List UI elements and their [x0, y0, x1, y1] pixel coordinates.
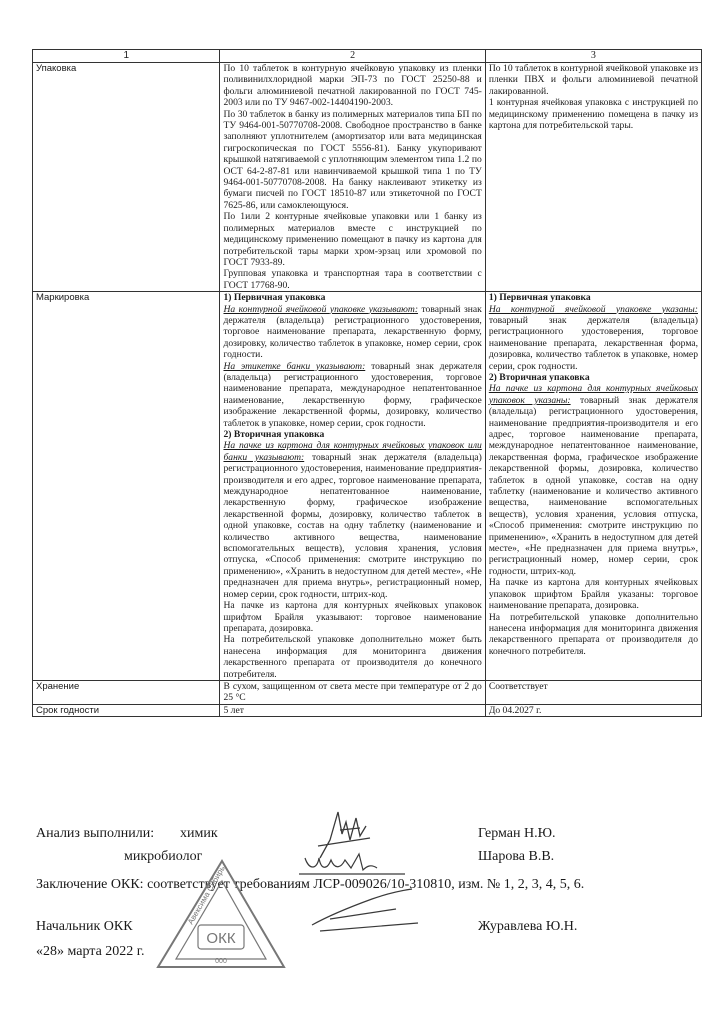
document-date: «28» марта 2022 г.: [36, 944, 145, 959]
marking-text: товарный знак держателя (владельца) регистрационного удостоверения, наименование предприятия-производителя и его адрес, торговое наименование препарата, международное непатентованное наименование, лекарственную форму, графическое изображение лекарственной формы, дозировку, количество таблеток в одной упаковке, состав на одну таблетку (наименование и количество активного вещества, наименование вспомогательных веществ), условия хранения, условия отпуска, «Способ применения: смотрите инструкцию по применению», «Хранить в недоступном для детей месте», «Не предназначен для приема внутрь», регистрационный номер, номер серии, срок годности, штрих-код.: [223, 451, 482, 600]
analysis-label: Анализ выполнили:: [36, 826, 155, 841]
marking-req-para: На потребительской упаковке дополнительно может быть нанесена информация для мониторинга движения лекарственного препарата от производителя до конечного потребителя.: [223, 634, 482, 680]
marking-label: Маркировка: [33, 292, 220, 681]
header-col-3: 3: [485, 50, 701, 63]
storage-result: Соответствует: [485, 680, 701, 704]
microbiologist-name: Шарова В.В.: [478, 849, 555, 864]
packaging-res-para: 1 контурная ячейковая упаковка с инструкцией по медицинскому применению помещена в пачку из картона для потребительской тары.: [488, 97, 698, 132]
primary-packaging-heading: 1) Первичная упаковка: [223, 292, 326, 304]
chemist-name: Герман Н.Ю.: [478, 826, 556, 841]
storage-row: [33, 680, 702, 704]
header-col-2: 2: [220, 50, 485, 63]
marking-subheading: На пачке из картона для контурных ячейковых упаковок или банки указывают:: [223, 440, 482, 463]
packaging-req-para: По 10 таблеток в контурную ячейковую упаковку из пленки поливинилхлоридной марки ЭП-73 по ГОСТ 25250-88 и фольги алюминиевой печатной лакированной по ГОСТ 745-2003 или по ТУ 9467-002-14404190-2003.: [223, 63, 482, 109]
packaging-row: [33, 63, 702, 292]
packaging-label: Упаковка: [33, 63, 220, 292]
secondary-packaging-heading: 2) Вторичная упаковка: [488, 371, 590, 383]
okk-stamp-icon: [150, 855, 290, 975]
marking-req-para: [223, 304, 481, 361]
marking-res-para: На пачке из картона для контурных ячейковых упаковок шрифтом Брайля указаны: торговое наименование препарата, дозировка.: [488, 577, 698, 612]
packaging-result: [485, 63, 701, 292]
marking-res-para: [489, 383, 698, 577]
marking-row: [33, 292, 702, 681]
marking-text: товарный знак держателя (владельца) регистрационного удостоверения, торговое наименование препарата, международное непатентованное наименование, лекарственную форму, графическое изображение лекарственной формы, дозировку, количество таблеток в упаковке, номер серии, срок годности.: [223, 360, 482, 429]
head-role: Начальник ОКК: [36, 919, 133, 934]
marking-subheading: На пачке из картона для контурных ячейковых упаковок указаны:: [488, 383, 698, 406]
marking-subheading: На этикетке банки указывают:: [223, 360, 366, 372]
storage-label: Хранение: [33, 680, 220, 704]
shelf-life-result: До 04.2027 г.: [485, 704, 701, 716]
table-header-row: [33, 50, 702, 63]
packaging-req-para: По 1или 2 контурные ячейковые упаковки или 1 банку из полимерных материалов вместе с инструкцией по медицинскому применению помещают в пачку из картона для потребительской тары марки хром-эрзац или хромовой по ГОСТ 7933-89.: [223, 211, 482, 268]
marking-text: товарный знак держателя (владельца) регистрационного удостоверения, торговое наименование препарата, лекарственную форму, дозировку, количество таблеток в упаковке, номер серии, срок годности.: [223, 303, 482, 361]
marking-res-para: На потребительской упаковке дополнительно нанесена информация для мониторинга движения лекарственного препарата от производителя до конечного потребителя.: [488, 611, 698, 657]
head-name: Журавлева Ю.Н.: [478, 919, 578, 934]
stamp-top-text: Авексима Сибирь: [185, 864, 227, 926]
storage-requirement: В сухом, защищенном от света месте при температуре от 2 до 25 °С: [220, 680, 485, 704]
marking-req-para: [223, 361, 481, 429]
specification-table: [32, 49, 702, 717]
shelf-life-row: [33, 704, 702, 716]
secondary-packaging-heading: 2) Вторичная упаковка: [223, 429, 325, 440]
packaging-res-para: По 10 таблеток в контурной ячейковой упаковке из пленки ПВХ и фольги алюминиевой печатной лакированной.: [488, 63, 698, 97]
shelf-life-label: Срок годности: [33, 704, 220, 716]
marking-text: товарный знак держателя (владельца) регистрационного удостоверения, торговое наименование препарата, лекарственная форма, дозировка, количество таблеток в упаковке, номер серии, срок годности.: [488, 314, 698, 372]
marking-res-para: [489, 304, 698, 372]
marking-result: [485, 292, 701, 681]
conclusion: Заключение ОКК: соответствует требованиям ЛСР-009026/10-310810, изм. № 1, 2, 3, 4, 5, 6.: [36, 877, 585, 892]
chemist-role: химик: [180, 826, 218, 841]
microbiologist-role: микробиолог: [124, 849, 203, 864]
stamp-center-text: ОКК: [206, 930, 236, 947]
marking-req-para: На пачке из картона для контурных ячейковых упаковок шрифтом Брайля указывают: торговое наименование препарата, дозировка.: [223, 600, 482, 634]
packaging-requirements: [220, 63, 485, 292]
primary-packaging-heading: 1) Первичная упаковка: [488, 292, 591, 304]
header-col-1: 1: [33, 50, 220, 63]
stamp-bottom-text: 000: [215, 958, 227, 965]
marking-subheading: На контурной ячейковой упаковке указаны:: [488, 303, 698, 315]
head-signature-icon: [300, 885, 420, 935]
shelf-life-requirement: 5 лет: [220, 704, 485, 716]
packaging-req-para: По 30 таблеток в банку из полимерных материалов типа БП по ТУ 9464-001-50770708-2008. Свободное пространство в банке заполняют уплотнителем (амортизатор или вата медицинская гигроскопическая по ГОСТ 5556-81). Банку укупоривают крышкой натягиваемой с уплотняющим элементом типа 1.2 по ОСТ 64-2-87-81 или навинчиваемой крышкой типа 1 по ТУ 9464-001-50770708-2008. На банку наклеивают этикетку из бумаги писчей по ГОСТ 18510-87 или этикеточной по ГОСТ 7625-86, или самоклеющуюся.: [223, 108, 482, 211]
marking-text: товарный знак держателя (владельца) регистрационного удостоверения, наименование предприятия-производителя и его адрес, торговое наименование препарата, международное непатентованное наименование, лекарственная форма, графическое изображение лекарственной формы, дозировка, количество таблеток в одной упаковке, состав на одну таблетку (наименование и количество активного вещества, наименование вспомогательных веществ), условия хранения, условия отпуска, «Способ применения: смотрите инструкцию по применению», «Хранить в недоступном для детей месте», «Не предназначен для приема внутрь», регистрационный номер, номер серии, срок годности, штрих-код.: [488, 394, 698, 577]
packaging-req-para: Групповая упаковка и транспортная тара в соответствии с ГОСТ 17768-90.: [223, 268, 482, 291]
microbiologist-signature-icon: [295, 840, 415, 880]
marking-requirements: [220, 292, 485, 681]
marking-subheading: На контурной ячейковой упаковке указывают:: [223, 303, 419, 315]
marking-req-para: [223, 440, 481, 600]
